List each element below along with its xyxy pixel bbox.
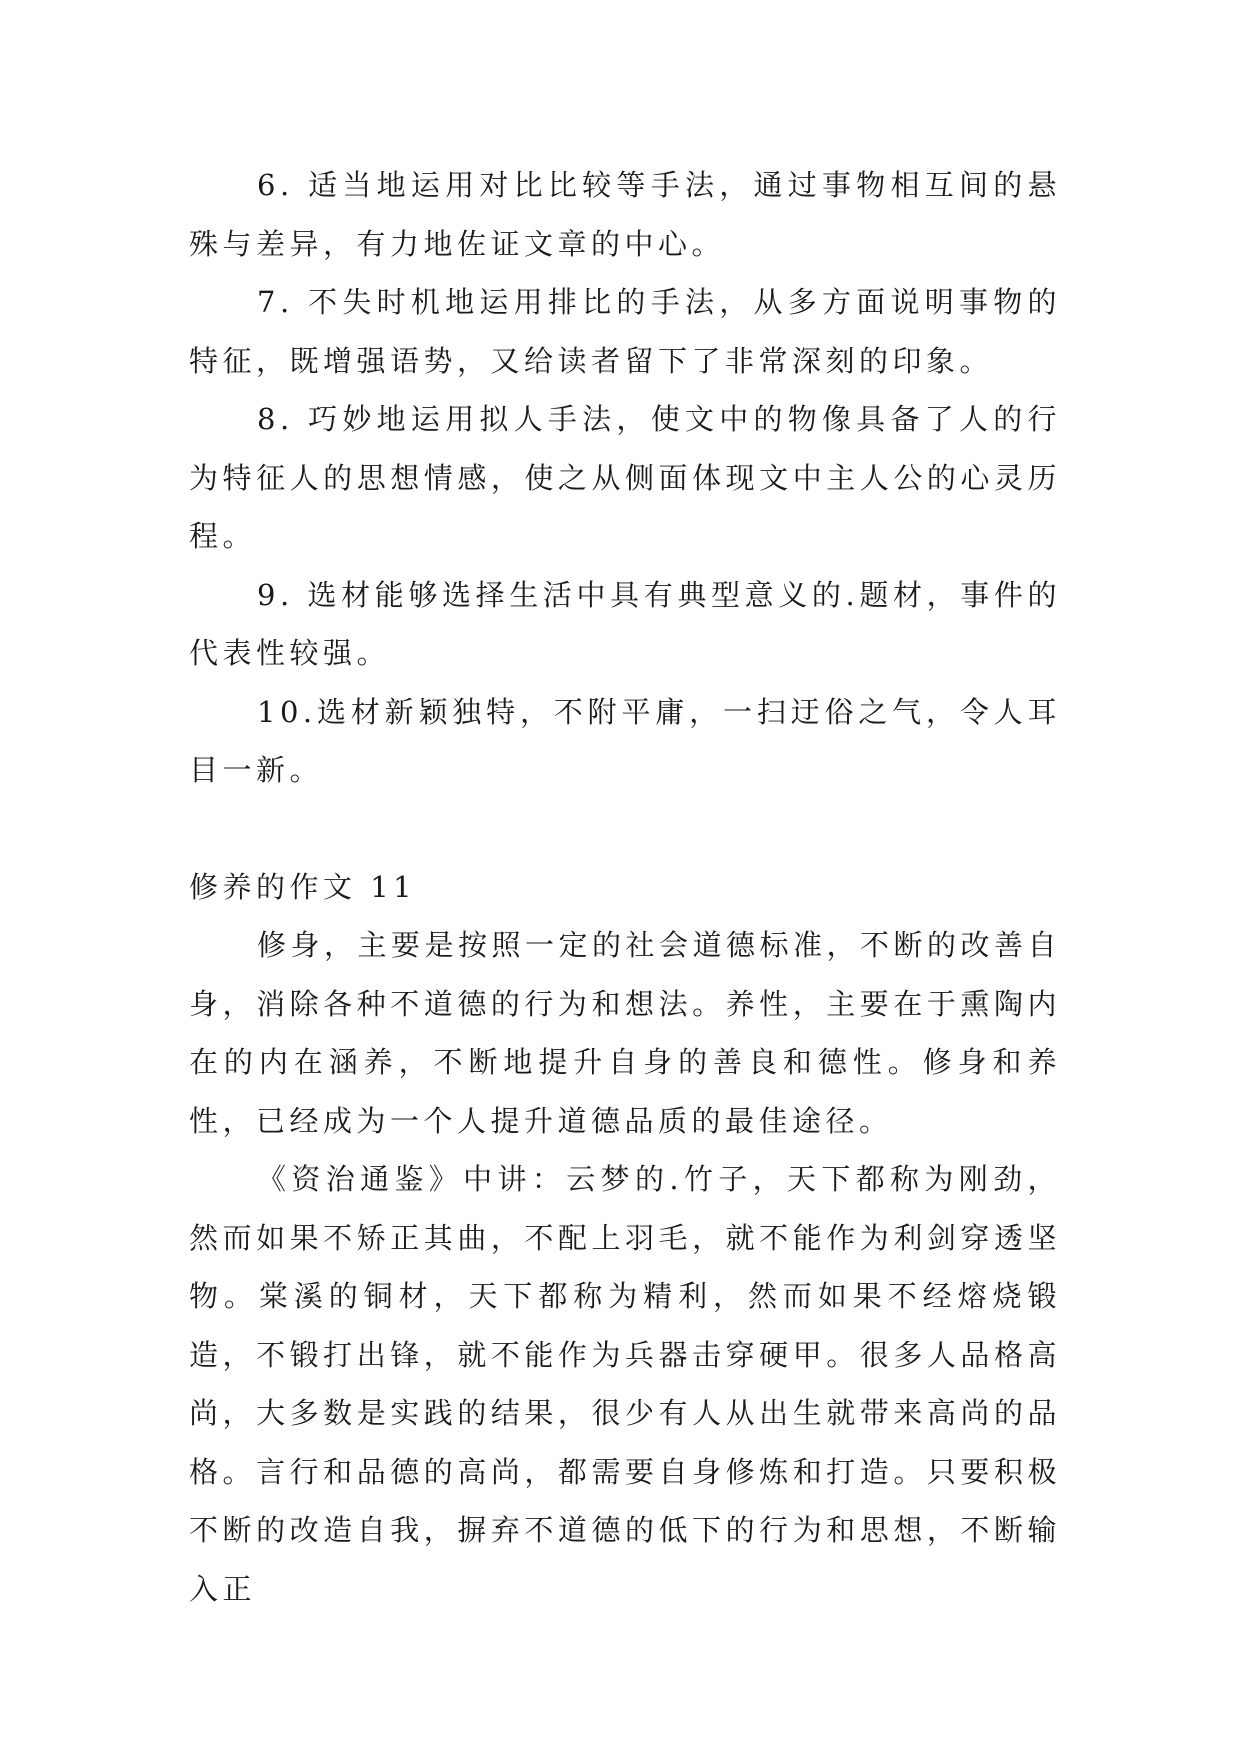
list-item-9: 9. 选材能够选择生活中具有典型意义的.题材，事件的代表性较强。 xyxy=(189,577,1061,670)
body-paragraph: 《资治通鉴》中讲：云梦的.竹子，天下都称为刚劲，然而如果不矫正其曲，不配上羽毛，就不能作为利剑穿透坚物。棠溪的铜材，天下都称为精利，然而如果不经熔烧锻造，不锻打出锋，就不能作为兵器击穿硬甲。很多人品格高尚，大多数是实践的结果，很少有人从出生就带来高尚的品格。言行和品德的高尚，都需要自身修炼和打造。只要积极不断的改造自我，摒弃不道德的低下的行为和思想，不断输入正 xyxy=(189,1162,1061,1606)
list-item-10: 10.选材新颖独特，不附平庸，一扫迂俗之气，令人耳目一新。 xyxy=(189,694,1061,787)
list-item-8: 8. 巧妙地运用拟人手法，使文中的物像具备了人的行为特征人的思想情感，使之从侧面体现文中主人公的心灵历程。 xyxy=(189,402,1061,553)
body-paragraph: 修身，主要是按照一定的社会道德标准，不断的改善自身，消除各种不道德的行为和想法。养性，主要在于熏陶内在的内在涵养，不断地提升自身的善良和德性。修身和养性，已经成为一个人提升道德品质的最佳途径。 xyxy=(189,928,1062,1138)
list-item-7: 7. 不失时机地运用排比的手法，从多方面说明事物的特征，既增强语势，又给读者留下了非常深刻的印象。 xyxy=(189,285,1061,378)
document-page xyxy=(189,156,1061,1618)
section-spacer xyxy=(189,800,1061,858)
section-title: 修养的作文 11 xyxy=(189,869,417,904)
list-item-6: 6. 适当地运用对比比较等手法，通过事物相互间的悬殊与差异，有力地佐证文章的中心。 xyxy=(189,168,1061,261)
